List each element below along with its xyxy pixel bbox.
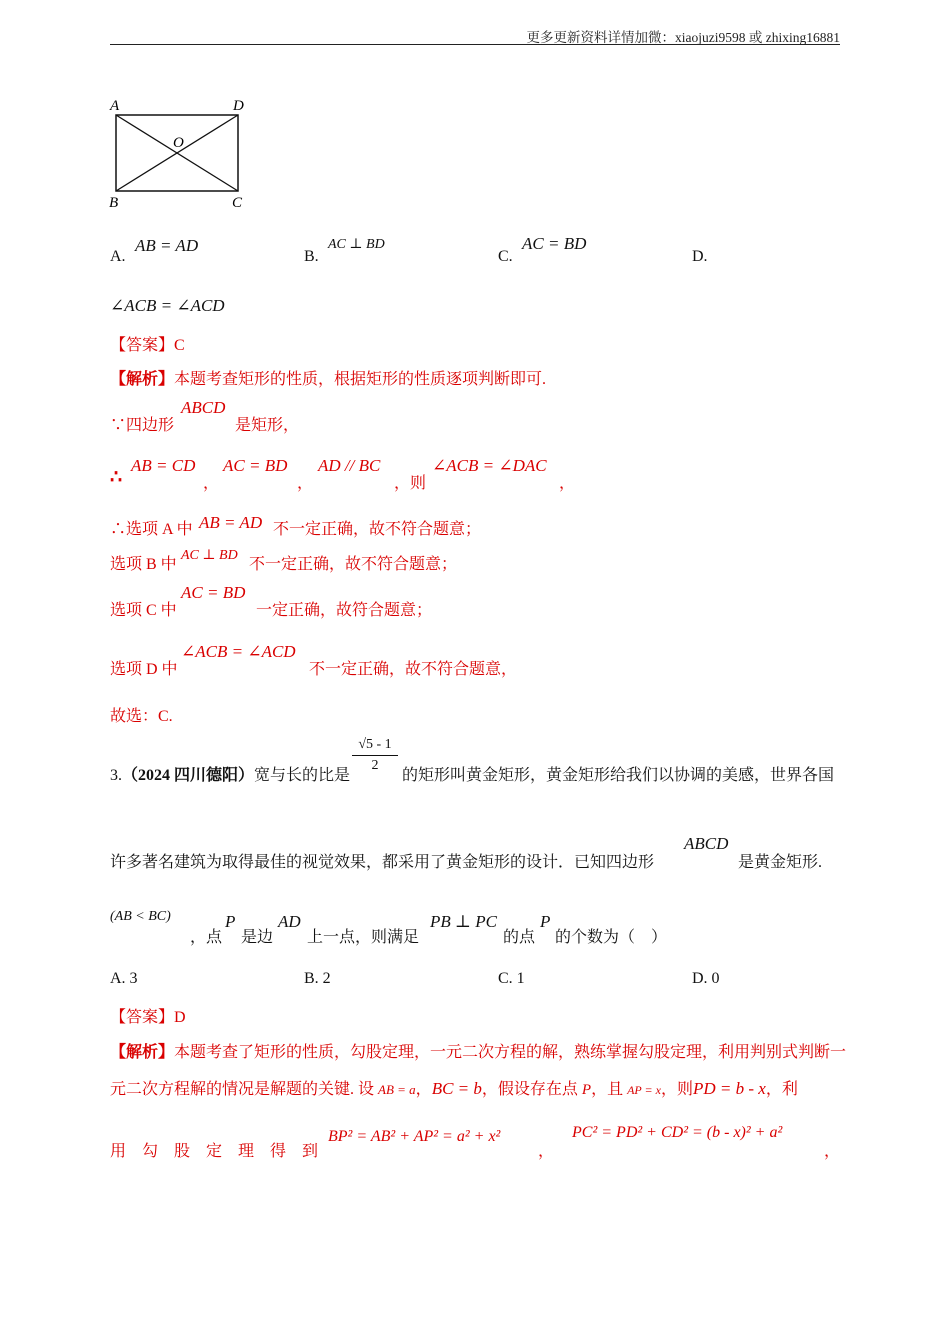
q3-comma-2: ， [538, 1143, 555, 1160]
q2-therefore-sep-2: ， [297, 475, 314, 492]
label-b: B [109, 195, 119, 211]
q3-cond-t1: ，点 [190, 929, 223, 946]
q3-number: 3. [110, 767, 122, 784]
q3-bc-b: BC = b [431, 1079, 482, 1098]
q2-option-d-expr: ∠ACB = ∠ACD [110, 296, 225, 315]
label-c: C [232, 195, 243, 211]
q2-opt-d-expr: ∠ACB = ∠ACD [181, 642, 296, 661]
q3-line2-end: 是黄金矩形. [738, 854, 823, 871]
q3-frac-bar [352, 755, 398, 756]
q3-assume: ，假设存在点 [481, 1081, 578, 1098]
label-a: A [110, 98, 120, 114]
q2-option-b-expr: AC ⊥ BD [328, 237, 385, 252]
q2-opt-b-expr: AC ⊥ BD [181, 548, 238, 563]
q3-line2-text: 许多著名建筑为取得最佳的视觉效果，都采用了黄金矩形的设计．已知四边形 [110, 854, 655, 871]
q2-because-expr: ABCD [181, 398, 226, 417]
q3-then: ，则 [660, 1081, 693, 1098]
q3-point-p-1: P [225, 912, 236, 931]
q2-analysis-intro: 本题考查矩形的性质，根据矩形的性质逐项判断即可. [174, 371, 547, 388]
q2-option-d-letter: D. [692, 248, 708, 265]
q3-option-b: B. 2 [304, 970, 331, 987]
page-header-text: 更多更新资料详情加微：xiaojuzi9598 或 zhixing16881 [526, 30, 840, 45]
q3-option-a: A. 3 [110, 970, 138, 987]
q2-therefore-sep-1: ， [203, 475, 220, 492]
q3-side-ad: AD [278, 912, 301, 931]
q2-conclusion: 故选：C. [110, 708, 173, 725]
q2-option-c-expr: AC = BD [522, 234, 587, 253]
q3-text2: 的矩形叫黄金矩形，黄金矩形给我们以协调的美感，世界各国 [402, 767, 835, 784]
q2-therefore-expr-3: AD // BC [318, 456, 381, 475]
rectangle-figure [100, 95, 260, 215]
q3-comma-3: ， [824, 1143, 841, 1160]
q2-therefore-then: ，则 [394, 475, 427, 492]
q2-option-b-letter: B. [304, 248, 319, 265]
q3-frac-den: 2 [371, 758, 379, 773]
header-rule [110, 44, 840, 45]
q3-perp-expr: PB ⊥ PC [430, 912, 497, 931]
q3-analysis-line1 [110, 1039, 846, 1062]
label-o: O [173, 135, 184, 151]
q2-opt-c-suffix: 一定正确，故符合题意； [256, 602, 433, 619]
q2-because-suffix: 是矩形， [235, 417, 300, 434]
q3-point-p-3: P [581, 1082, 592, 1098]
q3-text1: 宽与长的比是 [254, 767, 351, 784]
q2-option-c-letter: C. [498, 248, 513, 265]
q2-therefore-end: ， [559, 475, 576, 492]
q3-line1-head [110, 762, 350, 785]
q3-analysis-line2-t1: 元二次方程解的情况是解题的关键. 设 [110, 1081, 375, 1098]
q3-bp-equation: BP² = AB² + AP² = a² + x² [328, 1128, 501, 1145]
q2-opt-b-suffix: 不一定正确，故不符合题意； [249, 556, 458, 573]
q3-analysis-line2 [110, 1076, 798, 1099]
q3-cond-t2: 是边 [241, 929, 274, 946]
q3-golden-ratio-fraction [352, 737, 398, 774]
q3-analysis-label: 【解析】 [110, 1044, 175, 1061]
q2-therefore-expr-1: AB = CD [131, 456, 196, 475]
q3-cond-t5: 的个数为（ ） [555, 929, 668, 946]
q2-opt-a-suffix: 不一定正确，故不符合题意； [273, 521, 482, 538]
q3-option-c: C. 1 [498, 970, 525, 987]
q3-comma-1: ， [415, 1081, 432, 1098]
q3-analysis-text1: 本题考查了矩形的性质，勾股定理，一元二次方程的解，熟练掌握勾股定理，利用判别式判断一 [174, 1044, 847, 1061]
q2-opt-c-expr: AC = BD [181, 583, 246, 602]
q3-frac-num: √5 - 1 [358, 737, 392, 752]
q2-answer: 【答案】C [110, 337, 185, 354]
q2-opt-d-prefix: 选项 D 中 [110, 661, 178, 678]
q3-cond-t3: 上一点，则满足 [307, 929, 420, 946]
q3-use: ，利 [765, 1081, 798, 1098]
q2-opt-a-prefix: ∴选项 A 中 [110, 521, 193, 538]
q2-therefore-expr-4: ∠ACB = ∠DAC [432, 456, 547, 475]
q2-opt-d-suffix: 不一定正确，故不符合题意， [309, 661, 518, 678]
q3-ab-a: AB = a [378, 1082, 416, 1097]
q2-analysis-label: 【解析】 [110, 371, 175, 388]
label-d: D [233, 98, 244, 114]
q3-pd-expr: PD = b - x [692, 1079, 766, 1098]
q3-option-d: D. 0 [692, 970, 720, 987]
q2-opt-a-expr: AB = AD [199, 513, 263, 532]
q3-pc-equation: PC² = PD² + CD² = (b - x)² + a² [572, 1124, 783, 1141]
q3-point-p-2: P [540, 912, 551, 931]
q3-line2-expr: ABCD [684, 834, 729, 853]
q2-option-a-expr: AB = AD [135, 236, 199, 255]
q3-cond-t4: 的点 [503, 929, 536, 946]
q3-ap-x: AP = x [627, 1083, 661, 1097]
q2-because-prefix: ∵四边形 [110, 417, 175, 434]
q3-cond-expr: (AB < BC) [110, 909, 171, 924]
q2-opt-c-prefix: 选项 C 中 [110, 602, 177, 619]
q3-answer: 【答案】D [110, 1009, 186, 1026]
q2-therefore-symbol: ∴ [110, 467, 123, 488]
q3-and: ，且 [591, 1081, 624, 1098]
q3-line3-text: 用 勾 股 定 理 得 到 [110, 1143, 319, 1160]
q2-opt-b-prefix: 选项 B 中 [110, 556, 177, 573]
q2-option-a-letter: A. [110, 248, 126, 265]
q2-therefore-expr-2: AC = BD [223, 456, 288, 475]
q2-analysis [110, 366, 546, 389]
q3-source: （2024 四川德阳） [122, 767, 255, 784]
